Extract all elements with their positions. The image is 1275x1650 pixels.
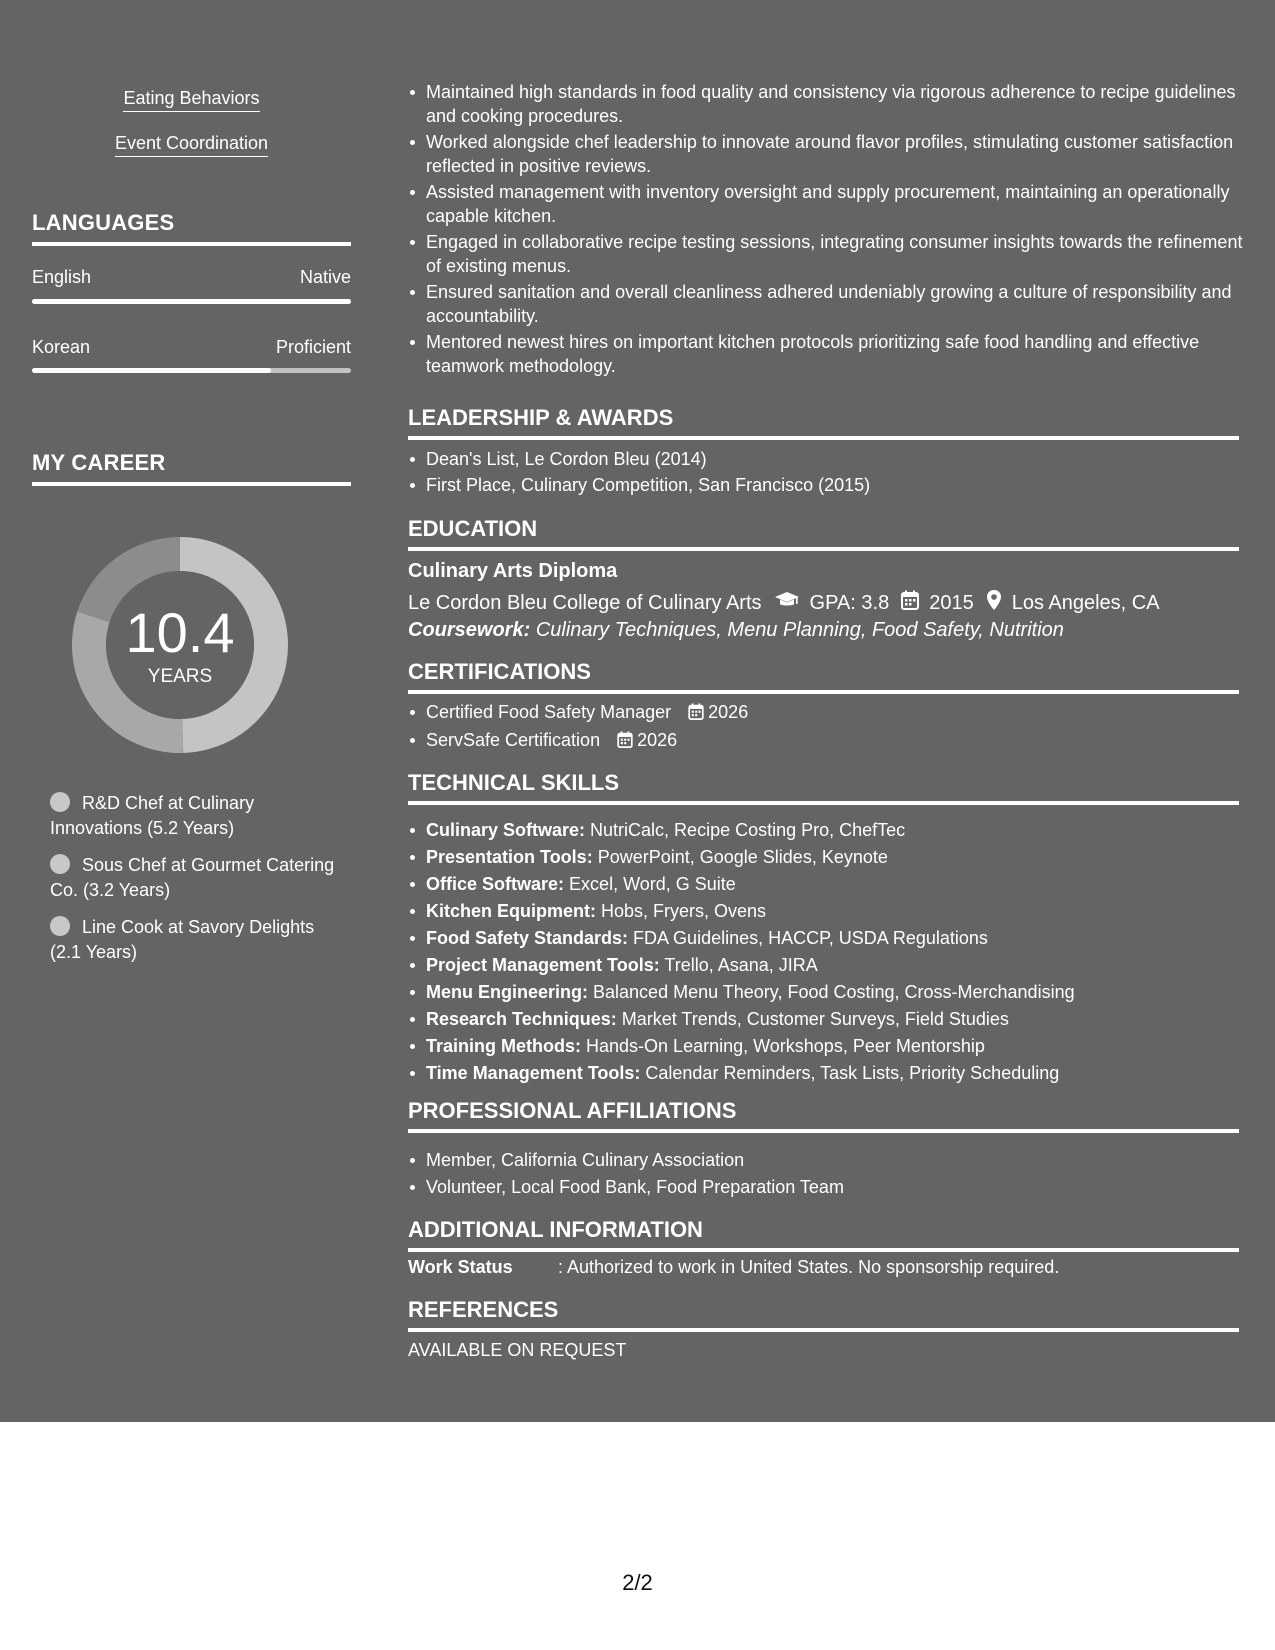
- skill-values: Trello, Asana, JIRA: [664, 955, 818, 975]
- list-item: Mentored newest hires on important kitchen protocols prioritizing safe food handling and effective teamwork methodology.: [426, 330, 1257, 378]
- gpa-value: GPA: 3.8: [809, 591, 890, 614]
- career-total-years: 10.4: [125, 601, 235, 664]
- skill-item: [32, 133, 351, 154]
- career-item: [50, 853, 340, 903]
- affiliations-list: [408, 1148, 1257, 1202]
- list-item: [426, 818, 1257, 843]
- skill-values: Hands-On Learning, Workshops, Peer Mentorship: [586, 1036, 985, 1056]
- calendar-icon: [901, 590, 919, 616]
- list-item: [426, 899, 1257, 924]
- skill-values: Excel, Word, G Suite: [569, 874, 736, 894]
- skill-category: Training Methods:: [426, 1036, 581, 1056]
- school-location: Los Angeles, CA: [1011, 591, 1160, 614]
- skill-category: Culinary Software:: [426, 820, 586, 840]
- skill-values: PowerPoint, Google Slides, Keynote: [597, 847, 888, 867]
- career-item: [50, 791, 340, 841]
- career-donut-chart: [65, 530, 295, 760]
- languages-heading: LANGUAGES: [32, 210, 351, 246]
- certifications-list: [408, 700, 1257, 756]
- list-item: [426, 1034, 1257, 1059]
- skill-category: Research Techniques:: [426, 1009, 617, 1029]
- location-pin-icon: [986, 589, 1002, 617]
- graduation-cap-icon: [774, 591, 800, 615]
- skill-item: [32, 88, 351, 109]
- list-item: Assisted management with inventory oversight and supply procurement, maintaining an operationally capable kitchen.: [426, 180, 1257, 228]
- education-heading: EDUCATION: [408, 516, 1239, 551]
- language-row: [32, 267, 351, 288]
- technical-skills-heading: TECHNICAL SKILLS: [408, 770, 1239, 805]
- list-item: Ensured sanitation and overall cleanliness adhered undeniably growing a culture of responsibility and accountability.: [426, 280, 1257, 328]
- bullet-dot: [50, 854, 70, 874]
- technical-skills-list: [408, 818, 1257, 1088]
- skill-label: Event Coordination: [115, 133, 268, 157]
- list-item: [426, 926, 1257, 951]
- language-row: [32, 337, 351, 358]
- language-proficiency-bar: [32, 368, 351, 373]
- calendar-icon: [688, 702, 704, 726]
- language-name: English: [32, 267, 92, 287]
- skill-category: Presentation Tools:: [426, 847, 593, 867]
- list-item: Volunteer, Local Food Bank, Food Preparation Team: [426, 1175, 1257, 1200]
- list-item: First Place, Culinary Competition, San Francisco (2015): [426, 473, 1257, 497]
- degree-title: Culinary Arts Diploma: [408, 560, 618, 582]
- language-proficiency-fill: [32, 368, 271, 373]
- list-item: Dean's List, Le Cordon Bleu (2014): [426, 447, 1257, 471]
- certification-year: 2026: [637, 730, 678, 750]
- references-heading: REFERENCES: [408, 1297, 1239, 1332]
- skill-category: Project Management Tools:: [426, 955, 660, 975]
- references-text: AVAILABLE ON REQUEST: [408, 1340, 627, 1360]
- career-item-label: Sous Chef at Gourmet Catering Co. (3.2 Years): [50, 855, 335, 900]
- calendar-icon: [617, 730, 633, 754]
- skill-values: FDA Guidelines, HACCP, USDA Regulations: [633, 928, 988, 948]
- certification-year: 2026: [708, 702, 749, 722]
- graduation-year: 2015: [929, 591, 974, 614]
- leadership-heading: LEADERSHIP & AWARDS: [408, 405, 1239, 440]
- career-years-unit: YEARS: [147, 666, 213, 687]
- bullet-dot: [50, 916, 70, 936]
- skill-values: Market Trends, Customer Surveys, Field Studies: [621, 1009, 1009, 1029]
- language-proficiency-bar: [32, 299, 351, 304]
- language-proficiency-fill: [32, 299, 351, 304]
- page-number: 2/2: [622, 1570, 653, 1595]
- career-heading: MY CAREER: [32, 450, 351, 486]
- career-item-label: R&D Chef at Culinary Innovations (5.2 Years): [50, 793, 255, 838]
- career-item: [50, 915, 340, 965]
- skill-values: Balanced Menu Theory, Food Costing, Cross-Merchandising: [593, 982, 1075, 1002]
- list-item: [426, 845, 1257, 870]
- language-name: Korean: [32, 337, 91, 357]
- list-item: [426, 1007, 1257, 1032]
- school-name: Le Cordon Bleu College of Culinary Arts: [408, 591, 762, 614]
- work-status-label: Work Status: [408, 1257, 513, 1277]
- skill-values: NutriCalc, Recipe Costing Pro, ChefTec: [590, 820, 906, 840]
- coursework-value: Culinary Techniques, Menu Planning, Food Safety, Nutrition: [535, 619, 1064, 641]
- affiliations-heading: PROFESSIONAL AFFILIATIONS: [408, 1098, 1239, 1133]
- skill-values: Hobs, Fryers, Ovens: [601, 901, 767, 921]
- skill-category: Food Safety Standards:: [426, 928, 629, 948]
- list-item: [426, 980, 1257, 1005]
- language-level: Native: [299, 267, 351, 287]
- work-status: [408, 1257, 1239, 1278]
- certification-name: Certified Food Safety Manager: [426, 702, 672, 722]
- career-item-label: Line Cook at Savory Delights (2.1 Years): [50, 917, 315, 962]
- list-item: [426, 728, 1257, 754]
- work-status-value: : Authorized to work in United States. No sponsorship required.: [558, 1257, 1060, 1277]
- list-item: [426, 953, 1257, 978]
- list-item: Engaged in collaborative recipe testing sessions, integrating consumer insights towards the refinement of existing menus.: [426, 230, 1257, 278]
- certification-name: ServSafe Certification: [426, 730, 601, 750]
- coursework-label: Coursework:: [408, 619, 531, 641]
- certifications-heading: CERTIFICATIONS: [408, 659, 1239, 694]
- additional-info-heading: ADDITIONAL INFORMATION: [408, 1217, 1239, 1252]
- skill-category: Menu Engineering:: [426, 982, 588, 1002]
- skill-category: Office Software:: [426, 874, 565, 894]
- experience-bullets: [408, 80, 1257, 380]
- list-item: [426, 1061, 1257, 1086]
- skill-values: Calendar Reminders, Task Lists, Priority Scheduling: [645, 1063, 1060, 1083]
- coursework: [408, 619, 1064, 642]
- language-level: Proficient: [275, 337, 351, 357]
- list-item: Worked alongside chef leadership to innovate around flavor profiles, stimulating customer satisfaction reflected in positive reviews.: [426, 130, 1257, 178]
- list-item: [426, 700, 1257, 726]
- skill-category: Time Management Tools:: [426, 1063, 641, 1083]
- list-item: [426, 872, 1257, 897]
- leadership-list: [408, 447, 1257, 499]
- education-details: [408, 589, 1160, 617]
- bullet-dot: [50, 792, 70, 812]
- list-item: Maintained high standards in food quality and consistency via rigorous adherence to recipe guidelines and cooking procedures.: [426, 80, 1257, 128]
- skill-label: Eating Behaviors: [123, 88, 259, 112]
- skill-category: Kitchen Equipment:: [426, 901, 596, 921]
- list-item: Member, California Culinary Association: [426, 1148, 1257, 1173]
